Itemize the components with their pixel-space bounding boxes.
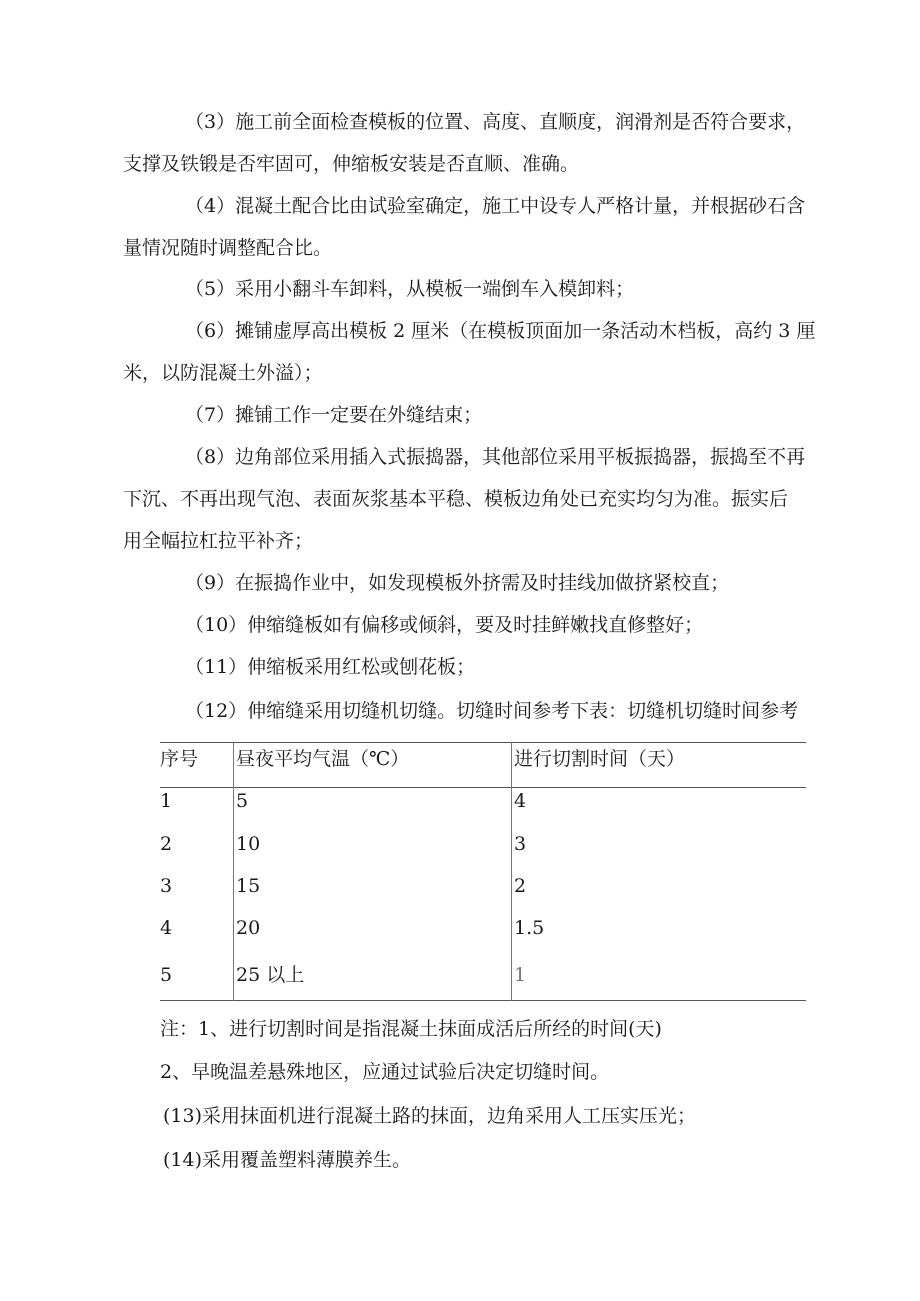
table-cell: 20 <box>236 917 261 939</box>
paragraph-line: （6）摊铺虚厚高出模板 2 厘米（在模板顶面加一条活动木档板，高约 3 厘 <box>185 320 816 342</box>
paragraph-line: （10）伸缩缝板如有偏移或倾斜，要及时挂鲜嫩找直修整好； <box>185 614 704 636</box>
paragraph-9 <box>123 562 835 604</box>
paragraph-5 <box>123 268 835 310</box>
table-cell: 10 <box>236 833 261 855</box>
paragraph-line: （4）混凝土配合比由试验室确定，施工中设专人严格计量，并根据砂石含 <box>185 195 806 217</box>
paragraph-line: 支撑及铁锻是否牢固可，伸缩板安装是否直顺、准确。 <box>123 153 580 175</box>
table-cell: 25 以上 <box>236 964 305 986</box>
table-cell: 3 <box>514 833 527 855</box>
paragraph-12 <box>123 690 835 732</box>
paragraph-line: （3）施工前全面检查模板的位置、高度、直顺度，润滑剂是否符合要求， <box>185 111 806 133</box>
paragraph-11 <box>123 646 835 688</box>
paragraph-line: 下沉、不再出现气泡、表面灰浆基本平稳、模板边角处已充实均匀为准。振实后 <box>123 488 789 510</box>
table-top-rule <box>160 742 806 743</box>
paragraph-8 <box>123 436 835 562</box>
paragraph-13: (13)采用抹面机进行混凝土路的抹面，边角采用人工压实压光； <box>163 1105 697 1127</box>
table-cell: 5 <box>236 790 249 812</box>
paragraph-line: （9）在振捣作业中，如发现模板外挤需及时挂线加做挤紧校直； <box>185 572 730 594</box>
paragraph-10 <box>123 604 835 646</box>
table-cell: 2 <box>514 875 527 897</box>
table-header-rule <box>160 787 806 788</box>
cutting-time-table <box>160 742 806 1001</box>
paragraph-line: （8）边角部位采用插入式振捣器，其他部位采用平板振捣器，振捣至不再 <box>185 446 806 468</box>
table-note-1: 注：1、进行切割时间是指混凝土抹面成活后所经的时间(天) <box>160 1018 662 1040</box>
table-note-2: 2、早晚温差悬殊地区，应通过试验后决定切缝时间。 <box>160 1061 610 1083</box>
table-column-divider <box>233 742 234 1001</box>
paragraph-4 <box>123 185 835 269</box>
table-cell: 1 <box>514 964 527 986</box>
table-cell: 4 <box>514 790 527 812</box>
table-header-cell: 进行切割时间（天） <box>514 748 686 770</box>
paragraph-line: 米，以防混凝土外溢）； <box>123 362 323 384</box>
table-cell: 4 <box>160 917 173 939</box>
paragraph-line: （11）伸缩板采用红松或刨花板； <box>185 656 476 678</box>
paragraph-line: （7）摊铺工作一定要在外缝结束； <box>185 404 483 426</box>
paragraph-14: (14)采用覆盖塑料薄膜养生。 <box>163 1149 412 1171</box>
table-column-divider <box>511 742 512 1001</box>
paragraph-line: 用全幅拉杠拉平补齐； <box>123 530 314 552</box>
paragraph-line: （5）采用小翻斗车卸料，从模板一端倒车入模卸料； <box>185 278 635 300</box>
paragraph-line: （12）伸缩缝采用切缝机切缝。切缝时间参考下表：切缝机切缝时间参考 <box>185 700 799 722</box>
table-cell: 3 <box>160 875 173 897</box>
paragraph-7 <box>123 394 835 436</box>
paragraph-line: 量情况随时调整配合比。 <box>123 237 333 259</box>
table-cell: 5 <box>160 964 173 986</box>
table-cell: 1 <box>160 790 173 812</box>
table-header-cell: 序号 <box>160 748 199 770</box>
paragraph-6 <box>123 310 835 394</box>
table-cell: 15 <box>236 875 261 897</box>
table-cell: 1.5 <box>514 917 545 939</box>
paragraph-3 <box>123 101 835 185</box>
table-header-cell: 昼夜平均气温（℃） <box>236 748 410 770</box>
table-cell: 2 <box>160 833 173 855</box>
table-bottom-rule <box>160 1000 806 1001</box>
